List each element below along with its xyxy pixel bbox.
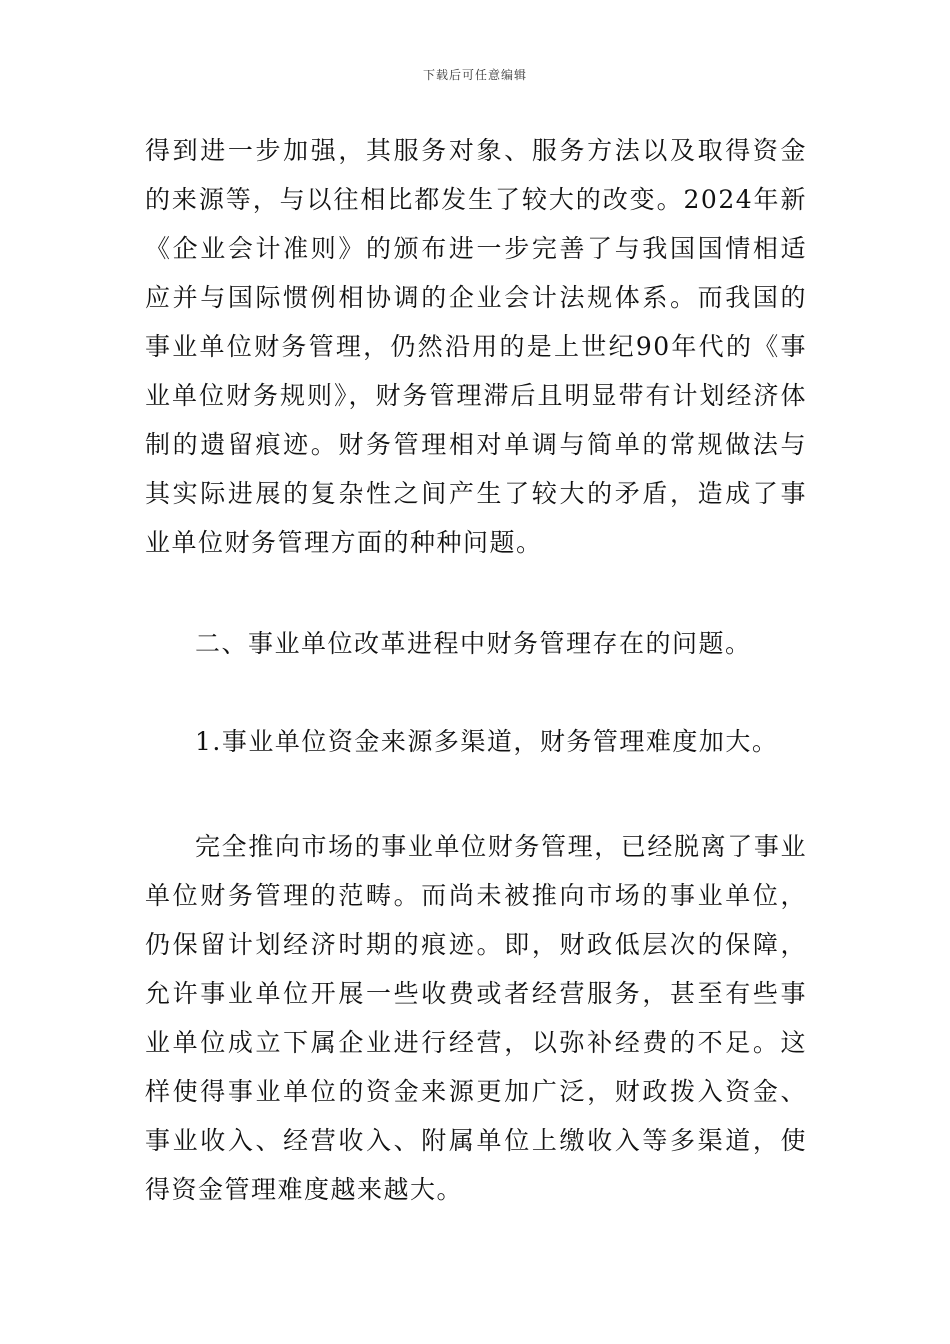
body-paragraph-1: 得到进一步加强，其服务对象、服务方法以及取得资金的来源等，与以往相比都发生了较大的改变。2024年新《企业会计准则》的颁布进一步完善了与我国国情相适应并与国际惯例相协调的企业会计法规体系。而我国的事业单位财务管理，仍然沿用的是上世纪90年代的《事业单位财务规则》，财务管理滞后且明显带有计划经济体制的遗留痕迹。财务管理相对单调与简单的常规做法与其实际进展的复杂性之间产生了较大的矛盾，造成了事业单位财务管理方面的种种问题。	[145, 136, 807, 557]
header-note: 下载后可任意编辑	[422, 68, 527, 82]
subsection-heading: 1.事业单位资金来源多渠道，财务管理难度加大。	[195, 727, 779, 756]
section-heading: 二、事业单位改革进程中财务管理存在的问题。	[195, 629, 752, 658]
body-paragraph-2: 完全推向市场的事业单位财务管理，已经脱离了事业单位财务管理的范畴。而尚未被推向市场的事业单位，仍保留计划经济时期的痕迹。即，财政低层次的保障，允许事业单位开展一些收费或者经营服务，甚至有些事业单位成立下属企业进行经营，以弥补经费的不足。这样使得事业单位的资金来源更加广泛，财政拨入资金、事业收入、经营收入、附属单位上缴收入等多渠道，使得资金管理难度越来越大。	[145, 832, 807, 1204]
